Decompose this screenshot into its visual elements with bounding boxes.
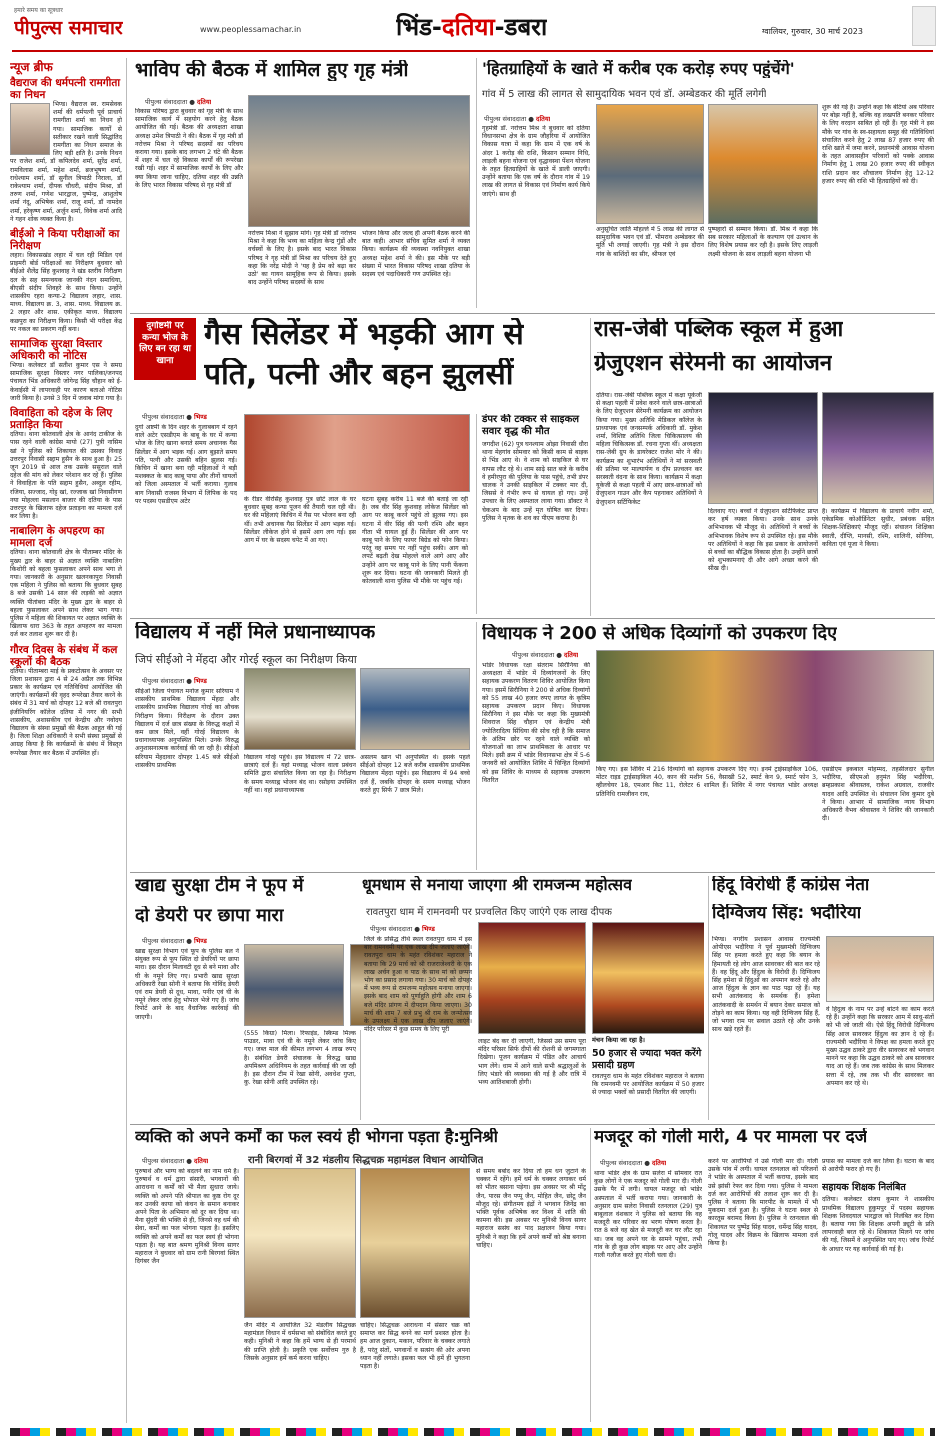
- story4-headline-line2: ग्रेजुएशन सेरेमनी का आयोजन: [594, 352, 833, 376]
- story3-box-headline: डंपर की टक्कर से साइकल सवार वृद्ध की मौत: [482, 414, 580, 437]
- story2-caption: अनुसूचित जाति मोहल्ले में 5 लाख की लागत से सामुदायिक भवन एवं डॉ. भीमराव अम्बेडकर की मूर्ति भी लगाई जाएगी। गृह मंत्री ने इस दौरान गांव के बाशिंदों का सीर, श्रीफल एवं: [596, 226, 704, 258]
- story2-minister-photo-2: [708, 104, 818, 224]
- story11-headline: मजदूर को गोली मारी, 4 पर मामला पर दर्ज: [594, 1128, 868, 1147]
- section-rule: [130, 872, 935, 873]
- brief-body: लहार। विकासखंड लहार में चल रही मिडिल एवं प्राइमरी बोर्ड परीक्षाओं का निरीक्षण बुधवार को बीईओ शैलेंद्र सिंह कुशवाह ने खंड स्तरीय निरीक्षण दल के सह समन्वयक जानकी नंदन समाधिया, बीएसी संदीप शिवहरे के साथ किया। उन्होंने शासकीय रहरा कन्या-2 विद्यालय लहार, शास. माध्य. विद्यालय क्र. 3, शास. माध्य. विद्यालय क्र. 2 लहार और शास. एकीकृत माध्य. विद्यालय कछपुरा का निरीक्षण किया। किसी भी परीक्षा केंद्र पर नकल का प्रकरण नहीं बना।: [10, 252, 122, 333]
- byline-reporter: पीपुल्स संवाददाता: [142, 1157, 185, 1165]
- story7-headline-line2: दो डेयरी पर छापा मारा: [135, 906, 284, 926]
- story3-side-label: दुर्गाष्टमी पर कन्या भोज के लिए बन रहा था खाना: [139, 321, 191, 366]
- story8-body-col1: जिले के प्रसिद्ध तीर्थ स्थल रावतपुरा धाम में इस बार रामनवमी पर एक लाख दीप जलाए जाएंगे। रावतपुरा धाम के महंत रविशंकर महाराज ने बताया कि 29 मार्च को श्री राजराजेश्वरी के एक लाख अर्चन हुआ व पाठ के साथ मां को छप्पन भोग का प्रसाद लगाया गया। 30 मार्च को दोपहर में भव्य रूप से रामजन्म महोत्सव मनाया जाएगा। इसके बाद शाम को पूर्णाहुति होगी और शाम 6 बजे मंदिर प्रांगण में दीपदान किया जाएगा। 30 मार्च की शाम 7 बजे प्रभु श्री राम के जन्मोत्सव के उपलक्ष्य में एक लाख दीप जलाए जाएंगे। मंदिर परिसर में कुछ समय के लिए पूरी: [364, 936, 472, 1034]
- story5-body-col3: असलम खान भी अनुपस्थित थे। इसके पहले सीईओ दोपहर 12 बजे करीब शासकीय प्राथमिक विद्यालय मेंहदा पहुंचे। इस विद्यालय में 94 बच्चे दर्ज हैं, जबकि दोपहर के समय मध्याह्न भोजन करते हुए सिर्फ 7 छात्र मिले।: [360, 754, 470, 794]
- story6-body-col3: एसडीएम इकबाल मोहम्मद, तहसीलदार सुनील भदौरिया, सीएमओ हनुमंत सिंह भदौरिया, ब्रम्हप्रकाश श्रीवास्तव, राकेश अग्रवाल, राजवीर यादव आदि उपस्थित थे। संचालन शिव कुमार दुबे ने किया। आभार में सामाजिक न्याय विभाग अधिकारी वैभव श्रीवास्तव ने शिविर की जानकारी दी।: [822, 766, 934, 823]
- story9-body-col1: भिण्ड। नगरीय प्रशासन आवास राज्यमंत्री ओपीएस भदौरिया ने पूर्व मुख्यमंत्री दिग्विजय सिंह पर हमला करते हुए कहा कि बयान के हिमायती रहे लोग आज सावरकर की बात कर रहे हैं। वह हिंदू और हिंदुत्व के विरोधी हैं। दिग्विजय सिंह हमेशा से हिंदुओं का अपमान करते रहे और आज हिंदुत्व के ज्ञान का पाठ पढ़ा रहे हैं। यह सभी आतंकवाद के समर्थक हैं। हमेशा आतंकवादी के समर्थन में बयान देकर समाज को तोड़ने का काम किया। यह वही दिग्विजय सिंह हैं, जो भगवा राम पर सवाल उठाते रहे और उनके साथ खड़े रहते हैं।: [712, 936, 820, 1034]
- byline-place: भिण्ड: [422, 925, 435, 933]
- story8-photo-caption: मंचन किया जा रहा है।: [592, 1036, 646, 1044]
- story11-body-col2: करने पर आरोपियों ने उसे गोली मार दी। गोली उसके पांव में लगी। घायल रतनलाल को परिजनों ने भांडेर के अस्पताल में भर्ती कराया, इसके बाद उसे झांसी रेफर कर दिया गया। पुलिस ने मामला दर्ज कर आरोपियों की तलाश शुरू कर दी है। पुलिस ने बताया कि मारपीट के मामले में भी मुकदमा दर्ज हुआ है। पुलिस ने घटना स्थल से कारतूस बरामद किया है। पुलिस ने रतनलाल की शिकायत पर पुष्पेंद्र सिंह यादव, धर्मेन्द्र सिंह यादव, गोलू यादव और विक्रम के खिलाफ मामला दर्ज किया है।: [708, 1158, 818, 1248]
- col-divider: [590, 1128, 591, 1422]
- byline-place: भिण्ड: [194, 937, 207, 945]
- brief-headline: विवाहिता को दहेज के लिए प्रताड़ित किया: [10, 407, 113, 432]
- story4-body-col2: दिलवाए गए। बच्चों ने ग्रेजुएशन सर्टिफिकेट प्राप्त कर हर्ष व्यक्त किया। उनके साथ उनके अभिभावक भी मौजूद थे। अतिथियों ने बच्चों के अभिभावक विशेष रूप से उपस्थित रहे। इस मौके पर अतिथियों ने कहा कि इस प्रकार के आयोजनों से बच्चों का बौद्धिक विकास होता है। उन्होंने छात्रों को शुभकामनाएं दी और आगे अच्छा करने की सीख दी।: [708, 508, 818, 573]
- news-brief-label: न्यूज ब्रीफ: [10, 60, 53, 74]
- brief-headline: बीईओ ने किया परीक्षाओं का निरीक्षण: [10, 228, 120, 253]
- story8-byline: पीपुल्स संवाददाता ● भिण्ड: [370, 925, 435, 933]
- masthead: [0, 0, 945, 52]
- story8-subhead: रावतपुरा धाम में रामनवमी पर प्रज्वलित किए जाएंगे एक लाख दीपक: [366, 907, 612, 918]
- story3-byline: पीपुल्स संवाददाता ● भिण्ड: [142, 413, 207, 421]
- story2-minister-photo-1: [596, 104, 704, 224]
- byline-place: दतिया: [194, 1157, 209, 1165]
- story2-body-col3: पुष्पहारों से सम्मान किया। डॉ. मिश्र ने कहा कि सब सरकार महिलाओं के कल्याण एवं उत्थान के लिए विशेष प्रयास कर रही है। इसके लिए लाड़ली लक्ष्मी योजना के साथ लाड़ली बहना योजना भी: [708, 226, 818, 258]
- story4-graduation-photo-2: [822, 392, 934, 504]
- story5-headline: विद्यालय में नहीं मिले प्रधानाध्यापक: [135, 622, 376, 643]
- story5-inspection-photo-1: [244, 668, 356, 750]
- story3-body-col1: दुर्गा अष्टमी के दिन शहर के गुलाबबाग में रहने वाले अटेर एसडीएम के बाबू के घर में कन्या भोज के लिए खाना बनाते समय अचानक गैस सिलेंडर में आग भड़क गई। आग बुझाते समय पति, पत्नी और उसकी बहिन झुलस गई। किचिन में खाना बना रही महिलाओं ने बड़ी मशक्कत के बाद काबू पाया और तीनों घायलों को जिला अस्पताल में भर्ती कराया। गुलाब बाग निवासी राजस्व विभाग में लिपिक के पद पर पदस्थ एसडीएम अटेर: [135, 424, 237, 505]
- story8-body-col2: लाइट बंद कर दी जाएगी, जिससे उस समय पूरा मंदिर परिसर सिर्फ दीपों की रोशनी से जगमगाता दिखेगा। पूजन कार्यक्रम में पंडित और आचार्य भाग लेंगे। धाम में आने वाले सभी श्रद्धालुओं के लिए भंडारे की व्यवस्था की गई है और रात्रि में भव्य आतिशबाजी होगी।: [478, 1038, 586, 1087]
- story4-headline-line1: रास-जेबी पब्लिक स्कूल में हुआ: [594, 318, 844, 342]
- story4-body-col1: दतिया। रास-जेबी पब्लिक स्कूल में कक्षा यूकेजी से कक्षा पहली में प्रवेश करने वाले छात्र-छात्राओं के लिए ग्रेजुएशन सेरेमनी कार्यक्रम का आयोजन किया गया। मुख्य अतिथि मेडिकल कॉलेज के प्राध्यापक एवं जनसम्पर्क अधिकारी डॉ. मुकेश शर्मा, विशिष्ट अतिथि जिला चिकित्सालय की महिला चिकित्सक डॉ. रचना गुप्ता थीं। अध्यक्षता रास-जेबी ग्रुप के डायरेक्टर राजेश मोर ने की। कार्यक्रम का शुभारंभ अतिथियों ने मां सरस्वती की प्रतिमा पर माल्यार्पण व दीप प्रज्वलन कर सरस्वती वंदना के साथ किया। कार्यक्रम में कक्षा यूकेजी से कक्षा पहली में आए छात्र-छात्राओं को ग्रेजुएशन गाउन और कैप पहनाकर अतिथियों ने ग्रेजुएशन सर्टिफिकेट: [596, 392, 702, 506]
- byline-reporter: पीपुल्स संवाददाता: [145, 98, 188, 106]
- col-divider: [360, 1030, 361, 1120]
- story10-body-col1: पुरुषार्थ और भाग्य को बदलने का नाम धर्म है। पुरुषार्थ व धर्म द्वारा संसारी, भगवानों की आराधना व कर्मों को भी मैला सुधारा जाये। व्यक्ति को अपने पति श्रीपाल का कुष्ठ रोग दूर कर उनकी काया को कंचन के समान बनाकर अपने पिता के अभिमान को दूर कर दिया था। मैना सुंदरी की भक्ति से ही, जिनसे वह धर्म की सेवा, कर्मों का फल भोगना पड़ता है। इसलिए व्यक्ति को अपने कर्मों का फल स्वयं ही भोगना पड़ता है। यह बात श्रमण मुनिश्री विनय सागर महाराज ने बुधवार को ग्राम रानी बिरगवां स्थित दिगंबर जैन: [135, 1168, 239, 1266]
- story10-muni-photo-2: [360, 1168, 470, 1318]
- dateline: ग्वालियर, गुरुवार, 30 मार्च 2023: [762, 27, 863, 36]
- story8-temple-photo: [478, 922, 586, 1034]
- story9-headline-line1: हिंदू विरोधी हैं कांग्रेस नेता: [712, 876, 870, 895]
- story8-box-body: रावतपुरा धाम के महंत रविशंकर महाराज ने बताया कि रामनवमी पर आयोजित कार्यक्रम में 50 हजार से ज्यादा भक्तों को प्रसादी वितरित की जाएगी।: [592, 1073, 704, 1097]
- section-rule: [130, 313, 935, 314]
- byline-reporter: पीपुल्स संवाददाता: [370, 925, 413, 933]
- brief-headline: सामाजिक सुरक्षा विस्तार अधिकारी को नोटिस: [10, 338, 102, 363]
- byline-place: दतिया: [564, 651, 579, 659]
- brief-item: [10, 228, 122, 334]
- story10-headline: व्यक्ति को अपने कर्मों का फल स्वयं ही भोगना पड़ता है:मुनिश्री: [135, 1128, 498, 1146]
- story3-headline-line2: पति, पत्नी और बहन झुलसीं: [204, 358, 514, 391]
- story2-body-col1: गृहमंत्री डॉ. नरोत्तम मिश्र ने बुधवार को दतिया विधानसभा क्षेत्र के ग्राम जौहरिया में आयोजित विकास यात्रा में कहा कि ग्राम में एक वर्ष के अंदर 1 करोड़ की राशि, किसान सम्मान निधि, लाड़ली बहना योजना एवं वृद्धावस्था पेंशन योजना के तहत हितग्राहियों के खाते में डाली जाएगी। उन्होंने बताया कि एक वर्ष के दौरान गांव में 19 लाख की लागत से विकास एवं निर्माण कार्य किये जाएंगे। साथ ही: [482, 125, 590, 198]
- section-rule: [130, 1124, 935, 1125]
- brief-item: [10, 338, 122, 403]
- edition-bhind: भिंड-: [396, 13, 442, 41]
- site-url[interactable]: www.peoplessamachar.in: [200, 25, 302, 34]
- brief-body: दतिया। थाना कोतवाली क्षेत्र के आनंद टाकीज के पास रहने वाली कांग्रेस मायो (27) पुत्री नासिम खां ने पुलिस को शिकायत की उसका विवाह उत्तरपुर निवासी सद्दाम हुसैन के साथ हुआ है। 25 जून 2019 से आज तक उसके ससुराल वाले दहेज की मांग को लेकर परेशान कर रहे हैं। पुलिस ने विवाहिता के पति सद्दाम हुसैन, अब्दुल रहीम, रजिया, सज्जाद, गोट्ट खां, रज्जाक खां निवासीगण नया मोहल्ला मसलान बाजार की दतिया के पास उत्तरपुर के खिलाफ दहेज प्रताड़ना का मामला दर्ज कर लिया है।: [10, 431, 122, 521]
- story10-body-col3: चाहिए। सिद्धचक्र आराधना में संसार चक्र को समाप्त कर सिद्ध बनने का मार्ग प्रशस्त होता है। हम आज दुकान, मकान, परिवार के चक्कर लगाते हैं, परंतु संतों, भगवानों व सत्संग की ओर अपना ध्यान नहीं लगाते। इसका फल भी हमें ही भुगतना पड़ता है।: [360, 1322, 470, 1371]
- story8-sidebox: [592, 922, 704, 1120]
- story1-body-col1: विकास परिषद द्वारा बुधवार को गृह मंत्री के साथ सामाजिक कार्य में सहयोग करने हेतु बैठक आयोजित की गई। बैठक की अध्यक्षता शाखा अध्यक्ष उमेश त्रिपाठी ने की। बैठक में गृह मंत्री डॉ नरोत्तम मिश्रा ने परिषद सदस्यों का परिचय कराया गया। इसके बाद लगभग 2 घंटे की बैठक में शहर में चल रहे विकास कार्यों की रूपरेखा रखी गई। शहर में सामाजिक कार्यों के लिए और क्या किया जाना चाहिए, दतिया शहर की उन्नति के लिए भारत विकास परिषद से गृह मंत्री डॉ: [135, 108, 243, 189]
- edition-datia: दतिया: [441, 13, 495, 41]
- story9-body-col2: वे हिंदुत्व के नाम पर उन्हें बांटने का काम करते रहे हैं। उन्होंने कहा कि सरकार आम में साधु-संतों को भी जो जाती थी। ऐसे हिंदू विरोधी दिग्विजय सिंह आज सावरकर हिंदुत्व का ज्ञान दे रहे हैं। राज्यमंत्री भदौरिया ने विपक्ष का हमला करते हुए मुख्य उद्धव ठाकरे द्वारा वीर सावरकर को भगवान मानने पर कहा कि उद्धव ठाकरे को अब सावरकर याद आ रहे हैं। जब तक कांग्रेस के साथ मिलकर सत्ता में रहे, तब तक भी वीर सावरकर का अपमान कर रहे थे।: [826, 1006, 934, 1087]
- logo[interactable]: पीपुल्स समाचार: [14, 17, 123, 39]
- story3-body-col3: घटना सुबह करीब 11 बजे की बताई जा रही है। जब वीर सिंह कुशवाह लोकेज सिलेंडर को आग पर काबू करने पहुंचे तो झुलस गए। इस घटना में वीर सिंह की पत्नी रश्मि और बहन गीता भी घायल हुई हैं। सिलेंडर की आग पर काबू पाने के लिए फायर बिग्रेड को फोन किया। परंतु वह समय पर नहीं पहुंच सकी। आग को लपटें बढ़ती देख मोहल्ले वाले आगे आए और उन्होंने आग पर काबू पाने के लिए पानी फेंकना शुरू कर दिया। घटना की जानकारी मिलते ही कोतवाली थाना पुलिस भी मौके पर पहुंच गई।: [362, 496, 468, 586]
- story7-headline-line1: खाद्य सुरक्षा टीम ने फूप में: [135, 876, 304, 896]
- brief-body: भिण्ड। कलेक्टर डॉ सतीश कुमार एस ने समग्र सामाजिक सुरक्षा विस्तार नगर पालिका/जनपद पंचायत भिंड अधिकारी जोगेन्द्र सिंह चौहान को ई-केवाईसी में लापरवाही पर कारण बताओ नोटिस जारी किया है। उनसे 3 दिन में जवाब मांगा गया है।: [10, 362, 122, 402]
- brief-headline: वैद्यराज की धर्मपत्नी रामगीता का निधन: [10, 77, 121, 101]
- print-color-bar: [10, 1428, 935, 1436]
- brief-headline: गौरव दिवस के संबंध में कल स्कूलों की बैठक: [10, 643, 118, 668]
- story6-byline: पीपुल्स संवाददाता ● दतिया: [512, 651, 579, 659]
- story1-headline: भाविप की बैठक में शामिल हुए गृह मंत्री: [135, 60, 409, 81]
- story3-body-col2: के रीडर वीरसिंह कुशवाह पुत्र छोटे लाल के घर बुधवार सुबह कन्या पूजन की तैयारी चल रही थी। घर की महिलाएं किचिन में गैस पर भोजन बना रही थीं। तभी अचानक गैस सिलेंडर में आग भड़क गई। सिलेंडर लीकेज होने से इसमें आग लग गई। इस आग में घर के सदस्य चपेट में आ गए।: [244, 496, 356, 545]
- story6-body-col1: भांडेर विधायक रक्षा संतराम सिरौनिया की अध्यक्षता में भांडेर में दिव्यांगजनों के लिए सहायक उपकरण वितरण शिविर आयोजित किया गया। इसमें सिरौनिया ने 200 से अधिक दिव्यांगों को 55 लाख 40 हजार रुपए लागत के कृत्रिम सहायक उपकरण प्रदान किए। विधायक सिरौनिया ने इस मौके पर कहा कि मुख्यमंत्री शिवराज सिंह चौहान एवं केन्द्रीय मंत्री ज्योतिरादित्य सिंधिया की सोच रही है कि समाज के अंतिम छोर पर रहने वाले व्यक्ति को योजनाओं का लाभ प्राथमिकता के आधार पर मिले। इसी क्रम में भांडेर विधानसभा क्षेत्र में 5-6 जनवरी को आयोजित शिविर में चिन्हित दिव्यांगों को इस शिविर के माध्यम से सहायक उपकरण वितरित: [482, 662, 590, 784]
- story5-body-col1: सीईओ जिला पंचायत मनोज कुमार सरियाम ने शासकीय प्राथमिक विद्यालय मेंहदा और शासकीय प्राथमिक विद्यालय गोरई का औचक निरीक्षण किया। निरीक्षण के दौरान उक्त विद्यालय में दर्ज छात्र संख्या के विरुद्ध कक्षों में कम छात्र मिले, वहीं गोरई विद्यालय के प्रधानाध्यापक अनुपस्थित मिले। उनके विरुद्ध अनुशासनात्मक कार्रवाई की जा रही है। सीईओ सरियाम मेंहदावार दोपहर 1.45 बजे सीईओ शासकीय प्राथमिक: [135, 688, 239, 769]
- section-rule: [130, 618, 935, 619]
- byline-reporter: पीपुल्स संवाददाता: [484, 115, 527, 123]
- story7-body-col1: खाद्य सुरक्षा विभाग एवं फूप के पुलिस बल ने संयुक्त रूप से फूप स्थित दो डेयरियों पर छापा मारा। इस दौरान मिलावटी दूध से बने मावा और घी के नमूने लिए गए। प्रभारी खाद्य सुरक्षा अधिकारी रेखा सोनी ने बताया कि गोविंद डेयरी एवं राम डेयरी से दूध, मावा, पनीर एवं घी के नमूने लेकर जांच हेतु भोपाल भेजे गए हैं। जांच रिपोर्ट आने के बाद वैधानिक कार्रवाई की जाएगी।: [135, 948, 239, 1021]
- brief-item: [10, 525, 122, 639]
- col-divider: [476, 622, 477, 870]
- story6-headline: विधायक ने 200 से अधिक दिव्यांगों को उपकरण दिए: [482, 624, 838, 644]
- story5-subhead: जिपं सीईओ ने मेंहदा और गोरई स्कूल का निरीक्षण किया: [135, 653, 357, 666]
- brief-item: [10, 77, 122, 224]
- byline-reporter: पीपुल्स संवाददाता: [142, 677, 185, 685]
- edition-title: [396, 10, 547, 43]
- brief-item: [10, 407, 122, 521]
- story10-byline: पीपुल्स संवाददाता ● दतिया: [142, 1157, 209, 1165]
- story8-headline: धूमधाम से मनाया जाएगा श्री रामजन्म महोत्सव: [362, 876, 632, 894]
- byline-reporter: पीपुल्स संवाददाता: [600, 1159, 643, 1167]
- story3-headline-line1: गैस सिलेंडर में भड़की आग से: [204, 318, 524, 351]
- edition-dabra: -डबरा: [494, 13, 548, 41]
- story4-body-col3: है। कार्यक्रम में विद्यालय के प्राचार्य नवीन शर्मा, एकेडमिक कोऑर्डिनेटर सुधीर, प्रबंधक सहित शिक्षक-शिक्षिकाएं मौजूद रहीं। संचालन शिक्षिका स्वाती, दीप्ति, मानसी, रश्मि, शालिनी, सोनिया, कविता एवं पूजा ने किया।: [822, 508, 934, 548]
- byline-place: दतिया: [536, 115, 551, 123]
- brief-headline: नाबालिग के अपहरण का मामला दर्ज: [10, 525, 105, 550]
- story11-box-body: दतिया। कलेक्टर संजय कुमार ने शासकीय प्राथमिक विद्यालय हुकुमपुर में पदस्थ सहायक शिक्षक शिवदयाल भारद्वाज को निलंबित कर दिया है। बताया गया कि शिक्षक अपनी ड्यूटी के प्रति लापरवाही बरत रहे थे। शिकायत मिलने पर जांच की गई, जिसमें वे अनुपस्थित पाए गए। जांच रिपोर्ट के आधार पर यह कार्रवाई की गई है।: [822, 1196, 934, 1253]
- story1-body-col3: भोजन किया और जल्द ही अपनी बैठक करने की बात कही। आभार संचिव सुमित शर्मा ने व्यक्त किया। कार्यक्रम की व्यवस्था नवनियुक्त शाखा अध्यक्ष महेश शर्मा ने की। इस मौके पर बड़ी संख्या में भारत विकास परिषद शाखा दतिया के सदस्य एवं पदाधिकारी गण उपस्थित रहे।: [362, 230, 470, 279]
- story8-box-headline: 50 हजार से ज्यादा भक्त करेंगे प्रसादी ग्रहण: [592, 1048, 702, 1071]
- logo-tagline: हमारे समय का सूत्रधार: [14, 7, 63, 14]
- news-brief-sidebar: [10, 58, 122, 1418]
- story10-muni-photo-1: [244, 1168, 356, 1318]
- story3-burn-victim-photo: [244, 414, 470, 492]
- story1-body-col2: नरोत्तम मिश्रा ने सुझाव मांगे। गृह मंत्री डॉ नरोत्तम मिश्रा ने कहा कि भव्य का महिला केन्द्र गुंडों और वर्चस्वों के लिए है। इसके बाद भारत विकास परिषद ने गृह मंत्री डॉ मिश्रा का परिचय देते हुए कहा कि नरेंद्र मोदी ने 'यह है प्रेम को बढ़ा कर उठो' का गायन सामूहिक रूप से किया। इसके बाद उन्होंने परिषद सदस्यों के साथ: [248, 230, 356, 287]
- byline-place: भिण्ड: [194, 677, 207, 685]
- story10-subhead: रानी बिरगवां में 32 मंडलीय सिद्धचक्र महामंडल विधान आयोजित: [248, 1155, 484, 1166]
- brief-portrait-photo: [10, 103, 50, 155]
- story11-box-headline: सहायक शिक्षक निलंबित: [822, 1182, 906, 1194]
- byline-place: दतिया: [652, 1159, 667, 1167]
- story6-camp-photo: [596, 650, 934, 762]
- story7-byline: पीपुल्स संवाददाता ● भिण्ड: [142, 937, 207, 945]
- story5-byline: पीपुल्स संवाददाता ● भिण्ड: [142, 677, 207, 685]
- byline-reporter: पीपुल्स संवाददाता: [142, 413, 185, 421]
- story1-byline: पीपुल्स संवाददाता ● दतिया: [145, 98, 212, 106]
- story9-headline-line2: दिग्विजय सिंह: भदौरिया: [712, 904, 862, 923]
- story2-body-col4: शुरू की गई है। उन्होंने कहा कि बेटियां अब परिवार पर बोझ नहीं है, बल्कि वह लखपति बनकर परिवार के लिए वरदान साबित हो रही हैं। गृह मंत्री ने इस मौके पर गांव के स्व-सहायता समूह की गतिविधियां संचालित करने हेतु 2 लाख 87 हजार रुपए की राशि खाते में जमा करने, प्रधानमंत्री आवास योजना के तहत आवासहीन परिवारों को पक्के आवास निर्माण हेतु 1 लाख 20 हजार रुपए की स्वीकृत राशि प्रदान कर शौचालय निर्माण हेतु 12-12 हजार रुपए की राशि भी हितग्राहियों को दी।: [822, 104, 934, 185]
- story11-body-col3: प्रयास का मामला दर्ज कर लिया है। घटना के बाद से आरोपी फरार हो गए हैं।: [822, 1158, 934, 1174]
- brief-body: दतिया। थाना कोतवाली क्षेत्र के पीताम्बर मंदिर के मुख्य द्वार के बाहर से अज्ञात व्यक्ति नाबालिग किशोरी को बहला फुसलाकर अपने साथ भगा ले गया। जानकारी के अनुसार खलनकापुरा निवासी एक महिला ने पुलिस को बताया कि बुधवार सुबह 8 बजे उसकी 14 साल की लड़की को अज्ञात व्यक्ति पीतांबरा मंदिर के मुख्य द्वार के बाहर से बहला फुसलाकर अपने साथ लेकर भाग गया। पुलिस ने महिला की शिकायत पर अज्ञात व्यक्ति के खिलाफ धारा 363 के तहत अपहरण का मामला दर्ज कर तलाश शुरू कर दी है।: [10, 549, 122, 639]
- story5-body-col2: विद्यालय गोरई पहुंचे। इस विद्यालय में 72 छात्र-छात्राएं दर्ज हैं। यहां मध्याह्न भोजन वाला प्रबंधन समिति द्वारा संचालित किया जा रहा है। निरीक्षण के समय मध्याह्न भोजन बंद था। रसोइया उपस्थित नहीं था। वहां प्रधानाध्यापक: [244, 754, 356, 794]
- brief-body: दतिया। पीताम्बरा माई के प्रकटोत्सव के अवसर पर जिला प्रशासन द्वारा 4 से 24 अप्रैल तक विभिन्न प्रकार के कार्यक्रम एवं गतिविधियां आयोजित की जाएंगी। कार्यक्रमों की वृहद रूपरेखा तैयार करने के संबंध में 31 मार्च को दोपहर 12 बजे श्री रावतपुरा इंजीनियरिंग कॉलेज दतिया में नगर की सभी शासकीय, अशासकीय एवं केन्द्रीय और नवोदय विद्यालय के संस्था प्रमुखों की बैठक आहूत की गई है। जिला शिक्षा अधिकारी ने सभी संस्था प्रमुखों से आग्रह किया है कि कार्यक्रमों के संबंध में विस्तृत रूपरेखा तैयार कर बैठक में उपस्थित हों।: [10, 667, 122, 757]
- story6-body-col2: किए गए। इस शिविर में 216 दिव्यांगों को सहायक उपकरण दिए गए। इनमें ट्राईसाइकिल 106, मोटर राइड ट्राईसाइकिल 40, कान की मशीन 56, वैसाखी 52, स्मार्ट केन 9, स्मार्ट फोन 3, व्हीलचेयर 18, एमआर किट 11, रोलेटर 6 शामिल हैं। शिविर में नगर पंचायत भांडेर अध्यक्ष प्रतिनिधि रामजीवन राय,: [596, 766, 818, 798]
- story11-byline: पीपुल्स संवाददाता ● दतिया: [600, 1159, 667, 1167]
- byline-place: दतिया: [197, 98, 212, 106]
- story4-graduation-photo-1: [708, 392, 818, 504]
- byline-place: भिण्ड: [194, 413, 207, 421]
- story2-headline: 'हितग्राहियों के खाते में करीब एक करोड़ रुपए पहुंचेंगे': [482, 60, 795, 78]
- col-divider: [708, 876, 709, 1120]
- story3-sidebox: [476, 414, 588, 614]
- brief-item: [10, 644, 122, 758]
- story2-byline: पीपुल्स संवाददाता ● दतिया: [484, 115, 551, 123]
- story3-box-body: जगदीश (62) पुत्र घनश्याम ओझा निवासी धौरा थाना मेहगांव सोमवार को किसी काम से बाइक से भिंड आए थे। वे शाम को साइकिल से घर वापस लौट रहे थे। शाम साढ़े सात बजे के करीब वे हमीरपुरा की पुलिया के पास पहुंचे, तभी डंपर चालक ने उनकी साइकिल में टक्कर मार दी, जिससे वे गंभीर रूप से घायल हो गए। उन्हें उपचार के लिए अस्पताल लाया गया। डॉक्टर ने चेकअप के बाद उन्हें मृत घोषित कर दिया। पुलिस ने मृतक के शव का पीएम कराया है।: [482, 441, 588, 522]
- col-divider: [590, 318, 591, 616]
- story7-body-col2: (555 किग्रा) मिला। रिफाइंड, स्किम्ड मिल्क पाउडर, मावा एवं घी के नमूने लेकर जांच किए गए। जब्त माल की कीमत लगभग 4 लाख रुपए है। संबंधित डेयरी संचालक के विरुद्ध खाद्य अपमिश्रण अधिनियम के तहत कार्रवाई की जा रही है। इस दौरान टीम में रेखा सोनी, अवधेश गुप्ता, कु. रेखा सोनी आदि उपस्थित रहे।: [244, 1030, 356, 1087]
- story10-body-col2: जैन मंदिर में आयोजित 32 मंडलीय सिद्धचक्र महामंडल विधान में धर्मसभा को संबोधित करते हुए कही। मुनिश्री ने कहा कि हमें भाग्य से ही परमार्थ की प्राप्ति होती है। प्रकृति एक सर्वोत्तम गुरु है जिसके अनुसार हमें कर्म करना चाहिए।: [244, 1322, 356, 1362]
- byline-reporter: पीपुल्स संवाददाता: [142, 937, 185, 945]
- sidebar-divider: [126, 58, 127, 1423]
- story11-sidebox: [822, 1158, 934, 1420]
- story10-body-col4: से समय बर्बाद कर दिया तो हम धन जुटाने के चक्कर में रहेंगे। हमें धर्म के चक्कर लगाकर धर्म को भीतर बसाना पड़ेगा। इस अवसर पर श्री मोंटू जैन, पारस जैन पप्पू जैन, मोहित जैन, छोटू जैन मौजूद रहे। संगीतमय इंद्रों ने भगवान जिनेंद्र का भक्ति पूर्वक अभिषेक कर विश्व में शांति की कामना की। इस अवसर पर मुनिश्री विनय सागर महाराज ससंघ का पाद प्रक्षालन किया गया। मुनिश्री ने कहा कि हमें अपने कर्मों को श्रेष्ठ बनाना चाहिए।: [476, 1168, 586, 1249]
- story7-dairy-raid-photo: [244, 944, 344, 1026]
- story9-politician-photo: [826, 936, 934, 1002]
- story8-deity-photo: [592, 922, 704, 1034]
- story2-subhead: गांव में 5 लाख की लागत से सामुदायिक भवन एवं डॉ. अम्बेडकर की मूर्ति लगेगी: [482, 89, 767, 100]
- story3-side-label-box: [134, 318, 196, 380]
- byline-reporter: पीपुल्स संवाददाता: [512, 651, 555, 659]
- masthead-rule: [12, 50, 933, 52]
- col-divider: [476, 58, 477, 308]
- story5-inspection-photo-2: [360, 668, 470, 750]
- story11-body-col1: थाना भांडेर क्षेत्र के ग्राम सलेरा में सोमवार रात कुछ लोगों ने एक मजदूर को गोली मार दी। गोली उसके पैर में लगी। घायल मजदूर को भांडेर अस्पताल में भर्ती कराया गया। जानकारी के अनुसार ग्राम सलेरा निवासी रतनलाल (29) पुत्र बाबूलाल वंशकार ने पुलिस को बताया कि वह मजदूरी कर परिवार का भरण पोषण करता है। रात 8 बजे वह खेत से मजदूरी कर घर लौट रहा था। जब वह अपने घर के सामने पहुंचा, तभी गांव के ही कुछ लोग बाइक पर आए और उन्होंने गाली गलौज करते हुए गोली चला दी।: [594, 1170, 702, 1260]
- brief-body: भिण्ड। वैद्यराज स्व. रामसेवक शर्मा की धर्मपत्नी पूर्व प्राचार्य रामगीता शर्मा का निधन हो गया। सामाजिक कार्यों से सतीकार रखने वाली सिद्धांतिद रामगीता का निधन समाज के लिए बड़ी क्षति है। उनके निधन पर राजेश शर्मा, डॉ कपिलदेव शर्मा, सुरेंद्र शर्मा, रामविलास शर्मा, महेश शर्मा, ब्रजभूषण शर्मा, राधेश्याम शर्मा, डॉ सुनील त्रिपाठी निराला, डॉ राकेश्याम शर्मा, दीपक चौधरी, संदीप मिश्रा, डॉ तरुण शर्मा, गणेश भारद्वाज, पुष्पेन्द्र, आशुतोष शर्मा नंदू, अभिषेक शर्मा, राजू शर्मा, डॉ नामदेव शर्मा, हरेकृष्ण शर्मा, अर्जुन शर्मा, विवेक शर्मा आदि ने गहन शोक व्यक्त किया है।: [10, 101, 122, 223]
- page-corner-marker: [912, 6, 936, 46]
- story1-meeting-photo: [248, 95, 470, 227]
